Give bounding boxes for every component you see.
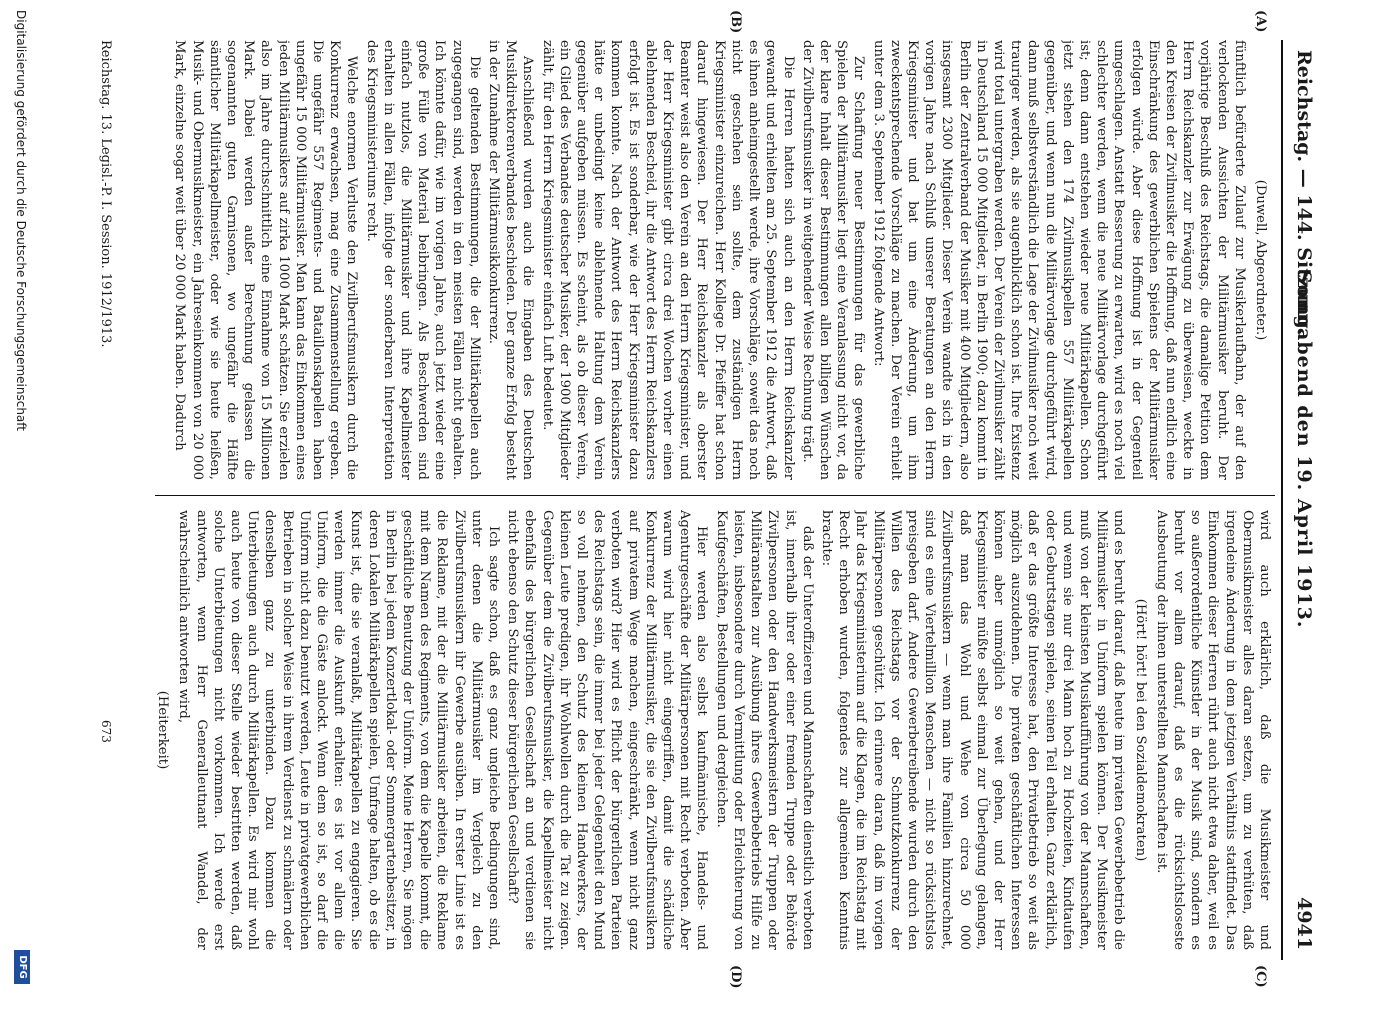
left-column bbox=[123, 40, 1273, 480]
paragraph: fünftlich befürderte Zulauf zur Musikerlaufbahn, der auf den verlockenden Aussichten der Militärmusiker beruht. Der vorjährige Beschluß des Reichstags, die damalige Petition dem Herrn Reichskanzler zur Erwägung zu überweisen, weckte in den Kreisen der Zivilmusiker die Hoffnung, daß nun endlich eine Einschränkung des gewerblichen Spielens der Militärmusiker erfolgen würde. Aber diese Hoffnung ist in der Gegenteil umgeschlagen. Anstatt Besserung zu erwarten, wird es noch viel schlechter werden, wenn die neue Militärvorlage durchgeführt ist; denn dann entstehen wieder neue Militärkapellen. Schon jetzt stehen den 174 Zivilmusikpellen 557 Militärkapellen gegenüber, und wenn nun die Militärvorlage durchgeführt wird, dann muß selbstverständlich die Lage der Zivilmusiker noch weit trauriger werden, als sie augenblicklich schon ist. Ihre Existenz wird total untergraben werden. Der Verein der Zivilmusiker zählt in Deutschland 15 000 Mitglieder, in Berlin 1900; dazu kommt in Berlin der Zentralverband der Musiker mit 400 Mitgliedern, also insgesamt 2300 Mitglieder. Dieser Verein wandte sich in den vorigen Jahre nach Schluß unserer Beratungen an den Herrn Kriegsminister und bat um eine Änderung, um ihm zweckentsprechende Vorschläge zu machen. Der Verein erhielt unter dem 3. September 1912 folgende Antwort: bbox=[870, 40, 1247, 480]
column-divider bbox=[155, 495, 1275, 496]
paragraph: Welche enormen Verluste den Zivilberufsmusikern durch die Konkurrenz erwachsen, mag eine Zusammenstellung ergeben. Die ungefähr 557 Regiments- und Bataillonskapellen haben ungefähr 15 000 Militärmusiker. Man kann das Einkommen eines jeden Militärmusikers auf zirka 1000 Mark schätzen. Sie erzielen also im Jahre durchschnittlich eine Einnahme von 15 Millionen Mark. Dabei werden außer Berechnung gelassen die sogenannten guten Garnisonen, wo ungefähr die Hälfte sämtlicher Militärkapellmeister, oder wie sie heute heißen, Musik- und Obermusikmeister, ein Jahreseinkommen von 20 000 Mark, einzelne sogar weit über 20 000 Mark haben. Dadurch bbox=[172, 40, 360, 480]
margin-marker-b: (B) bbox=[728, 10, 743, 34]
paragraph: Die Herren hatten sich auch an den Herrn Reichskanzler gewandt und erhielten am 25. September 1912 die Antwort, daß es ihnen anheimgestellt werde, ihre Vorschläge, soweit das noch nicht geschehen sein sollte, dem zuständigen Herrn Kriegsminister einzureichen. Herr Kollege Dr. Pfeiffer hat schon darauf hingewiesen. Der Herr Reichskanzler als oberster Beamter weist also den Verein an den Herrn Kriegsminister, und der Herr Kriegsminister gibt circa drei Wochen vorher einen ablehnenden Bescheid, ihr die Antwort des Herrn Reichskanzlers erfolgt ist. Es ist sonderbar, wie der Herr Kriegsminister dazu kommen konnte. Nach der Antwort des Herrn Reichskanzlers hätte er unbedingt keine ablehnende Haltung dem Verein gegenüber aufgeben müssen. Es scheint, als ob dieser Verein, ein Glied des Verbandes deutscher Musiker, der 1900 Mitglieder zählt, für den Herrn Kriegsminister einfach Luft bedeutet. bbox=[539, 40, 796, 480]
document-page bbox=[73, 10, 1323, 989]
interjection: (Heiterkeit) bbox=[155, 690, 171, 770]
paragraph: Die geltenden Bestimmungen, die der Militärkapellen auch zugegangen sind, werden in den meisten Fällen nicht gehalten. Ich könnte dafür, wie im vorigen Jahre, auch jetzt wieder eine große Fülle von Material beibringen. Als Beschwerden sind einfach nutzlos, die Militärmusiker und ihre Kapellmeister erhalten in allen Fällen, infolge der sonderbaren Interpretation des Kriegsministeriums recht. bbox=[363, 40, 482, 480]
paragraph: Ich sagte schon, daß es ganz ungleiche Bedingungen sind, unter denen die Militärmusiker im Vergleich zu den Zivilberufsmusikern ihr Gewerbe ausüben. In erster Linie ist es die Reklame, mit der die Militärmusiker arbeiten, die Reklame mit dem Namen des Regiments, von dem die Kapelle kommt, die geschäftliche Benutzung der Uniform. Meine Herren, Sie mögen in Berlin bei jedem Konzertlokal- oder Sommergartenbesitzer, in deren Lokalen Militärkapellen spielen, Umfrage halten, ob es die Kunst ist, die sie veranlaßt, Militärkapellen zu engagieren. Sie werden immer die Auskunft erhalten: es ist vor allem die Uniform, die die Gäste anlockt. Wenn dem so ist, so darf die Uniform nicht dazu benutzt werden, Leute in privatgewerblichen Betrieben in solcher Weise in ihrem Verdienst zu schmälern oder denselben ganz zu unterbinden. Dazu kommen die Unterbietungen auch durch Militärkapellen. Es wird mir wohl auch heute von dieser Stelle wieder bestritten werden, daß solche Unterbietungen nicht vorkommen. Ich werde erst antworten, wenn Herr Generalleutnant Wandel, der wahrscheinlich antworten wird, bbox=[176, 510, 502, 950]
dfg-logo: DFG bbox=[14, 950, 30, 984]
header-date: Sonnabend den 19. April 1913. bbox=[1293, 270, 1315, 629]
margin-marker-c: (C) bbox=[1253, 965, 1268, 988]
paragraph: und es beruht darauf, daß heute im privaten Gewerbebetrieb die Militärmusiker in Uniform spielen können. Der Musikmeister muß von der kleinsten Musikaufführung von der Mannschaften, und wenn sie nur drei Mann hoch zu Hochzeiten, Kindtaufen oder Geburtstagen spielen, seinen Teil erhalten. Ganz erklärlich, daß er das größte Interesse hat, den Privatbetrieb so weit als möglich auszudehnen. Die privaten geschäftlichen Interessen können aber unmöglich so weit gehen, und der Herr Kriegsminister müßte selbst einmal zur Überlegung gelangen, daß man das Wohl und Wehe von circa 50 000 Zivilberufsmusikern — wenn man ihre Familien hinzurechnet, sind es eine Viertelmillion Menschen — nicht so rücksichtslos preisgeben darf. Andere Gewerbetreibende wurden durch den Willen des Reichstags vor der Schmutzkonkurrenz der Militärpersonen geschützt. Ich erinnere daran, daß im vorigen Jahr das Kriegsministerium auf die Klagen, die im Reichstag mit Recht erhoben wurden, folgendes zur allgemeinen Kenntnis brachte: bbox=[818, 510, 1127, 950]
margin-marker-d: (D) bbox=[728, 965, 743, 989]
header-session: Reichstag. — 144. Sitzung. bbox=[1293, 50, 1315, 336]
interjection: (Hört! hört! bei den Sozialdemokraten) bbox=[1132, 598, 1148, 862]
paragraph: Anschließend wurden auch die Eingaben des Deutschen Musikdirektorenverbandes beschieden. Der ganze Erfolg besteht in der Zunahme der Militärmusikkonkurrenz. bbox=[486, 40, 536, 480]
page-header bbox=[1281, 40, 1323, 960]
header-page-number: 4941 bbox=[1293, 897, 1315, 950]
digitization-credit: Digitalisierung gefördert durch die Deutsche Forschungsgemeinschaft bbox=[14, 10, 28, 432]
quotation-paragraph: daß der Unteroffizieren und Mannschaften dienstlich verboten ist, innerhalb ihrer oder einer fremden Truppe oder Behörde Zivilpersonen oder den Handwerksmeistern der Truppen oder Militäranstalten zur Ausübung ihres Gewerbebetriebs Hilfe zu leisten, insbesondere durch Vermittlung oder Erleichterung von Kaufgeschäften, Bestellungen und dergleichen. bbox=[713, 510, 815, 950]
quotation-paragraph: Zur Schaffung neuer Bestimmungen für das gewerbliche Spielen der Militärmusiker liegt eine Veranlassung nicht vor, da der klare Inhalt dieser Bestimmungen allen billigen Wünschen der Zivilberufsmusiker in weitgehender Weise Rechnung trägt. bbox=[799, 40, 867, 480]
paragraph: wird auch erklärlich, daß die Musikmeister und Obermusikmeister alles daran setzen, um zu verhüten, daß irgendeine Änderung in dem jetzigen Verhältnis stattfindet. Das Einkommen dieser Herren rührt auch nicht etwa daher, weil es so außerordentliche Künstler in der Musik sind, sondern es beruht vor allem darauf, daß es die rücksichtsloseste Ausbeutung der ihnen unterstellten Mannschaften ist. bbox=[1153, 510, 1272, 950]
footer-legislature: Reichstag. 13. Legisl.-P. I. Session. 1912/1913. bbox=[98, 40, 113, 348]
right-column bbox=[123, 510, 1273, 950]
speaker-line: (Duwell, Abgeordneter.) bbox=[1253, 179, 1268, 341]
margin-marker-a: (A) bbox=[1253, 10, 1268, 33]
bottom-page-number: 673 bbox=[99, 720, 113, 743]
paragraph: Hier werden also selbst kaufmännische, Handels- und Agenturgeschäfte der Militärpersonen mit Recht verboten. Aber warum wird hier nicht eingegriffen, damit die schädliche Konkurrenz der Militärmusiker, die sie den Zivilberufsmusikern auf privatem Wege machen, eingeschränkt, wenn nicht ganz verboten wird? Hier wird es Pflicht der bürgerlichen Parteien des Reichstags sein, die immer bei jeder Gelegenheit den Mund so voll nehmen, den Schutz des kleinen Handwerkers, der kleinen Leute predigen, ihr Wohlwollen durch die Tat zu zeigen. Gegenüber dem die Zivilberufsmusiker, die Kapellmeister nicht ebenfalls des bürgerlichen Gesellschaft an und verdienen sie nicht ebenso den Schutz dieser bürgerlichen Gesellschaft? bbox=[505, 510, 710, 950]
